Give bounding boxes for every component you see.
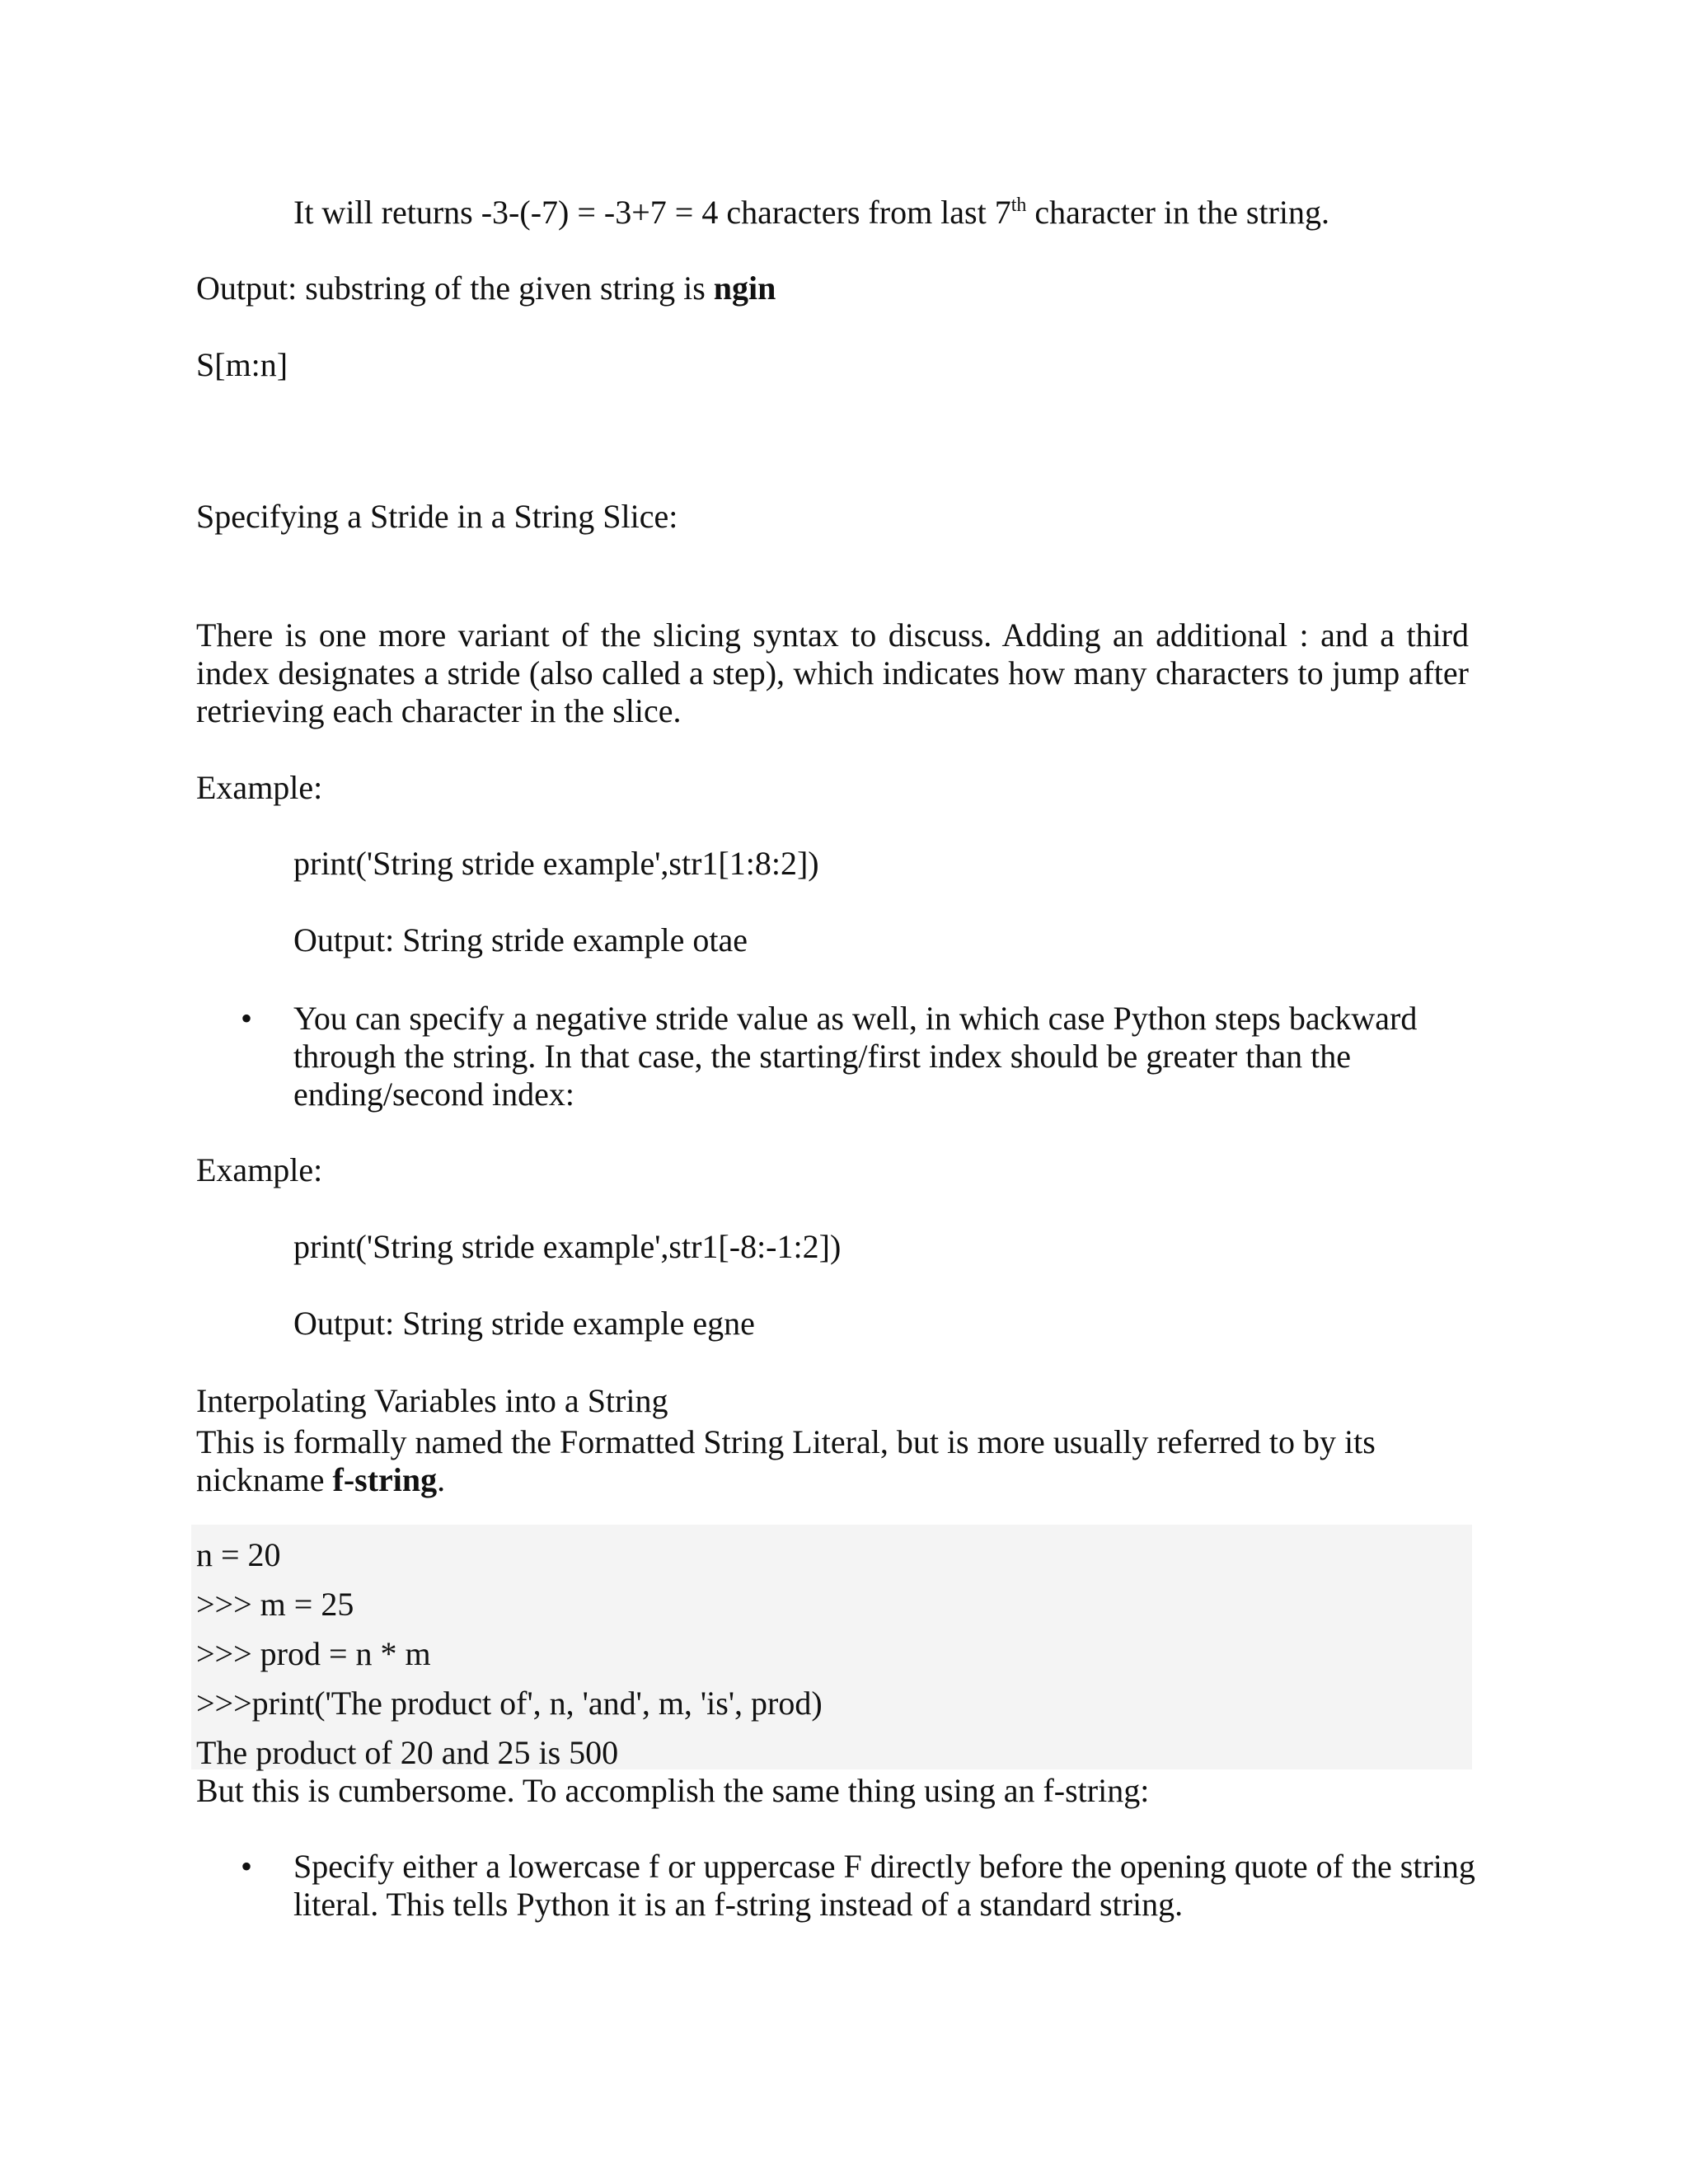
- substring-output-value: ngin: [713, 269, 776, 307]
- stride-paragraph-line-2: index designates a stride (also called a step), which indicates how many characters to jump after: [196, 654, 1469, 691]
- code-line-4: >>>print('The product of', n, 'and', m, 'is', prod): [196, 1685, 823, 1722]
- period: .: [437, 1461, 446, 1498]
- f-string-term: f-string: [332, 1461, 438, 1498]
- example-label-1: Example:: [196, 769, 323, 806]
- example-output-1: Output: String stride example otae: [293, 921, 748, 958]
- superscript-th: th: [1010, 194, 1027, 216]
- bullet-marker-2: •: [241, 1848, 253, 1885]
- code-line-1: n = 20: [196, 1536, 281, 1573]
- interpolation-heading: Interpolating Variables into a String: [196, 1382, 668, 1419]
- bullet-marker-1: •: [241, 1000, 253, 1037]
- slice-explanation-tail: character in the string.: [1026, 194, 1330, 231]
- example-code-2: print('String stride example',str1[-8:-1:2]): [293, 1228, 842, 1265]
- example-label-2: Example:: [196, 1151, 323, 1188]
- bullet-1-line-2: through the string. In that case, the starting/first index should be greater than the: [293, 1038, 1351, 1075]
- nickname-label: nickname: [196, 1461, 333, 1498]
- code-line-2: >>> m = 25: [196, 1586, 354, 1623]
- interpolation-text-line-1: This is formally named the Formatted String Literal, but is more usually referred to by its: [196, 1423, 1376, 1460]
- substring-output-label: Output: substring of the given string is: [196, 269, 714, 307]
- substring-output: [196, 269, 776, 307]
- stride-paragraph-line-3: retrieving each character in the slice.: [196, 692, 682, 729]
- bullet-2-line-2: literal. This tells Python it is an f-string instead of a standard string.: [293, 1886, 1184, 1923]
- stride-paragraph-line-1: There is one more variant of the slicing syntax to discuss. Adding an additional : and a third: [196, 616, 1469, 654]
- bullet-1-line-3: ending/second index:: [293, 1076, 575, 1113]
- code-line-5: The product of 20 and 25 is 500: [196, 1734, 619, 1771]
- interpolation-text-line-2: [196, 1461, 445, 1499]
- cumbersome-note: But this is cumbersome. To accomplish the same thing using an f-string:: [196, 1772, 1150, 1809]
- slice-syntax: S[m:n]: [196, 346, 288, 383]
- bullet-2-line-1: Specify either a lowercase f or uppercase F directly before the opening quote of the string: [293, 1848, 1475, 1885]
- example-code-1: print('String stride example',str1[1:8:2]): [293, 845, 819, 882]
- bullet-1-line-1: You can specify a negative stride value as well, in which case Python steps backward: [293, 1000, 1418, 1037]
- example-output-2: Output: String stride example egne: [293, 1305, 755, 1342]
- stride-heading: Specifying a Stride in a String Slice:: [196, 498, 678, 535]
- code-line-3: >>> prod = n * m: [196, 1635, 431, 1672]
- slice-explanation: [293, 194, 1329, 232]
- slice-explanation-text: It will returns -3-(-7) = -3+7 = 4 characters from last 7: [293, 194, 1011, 231]
